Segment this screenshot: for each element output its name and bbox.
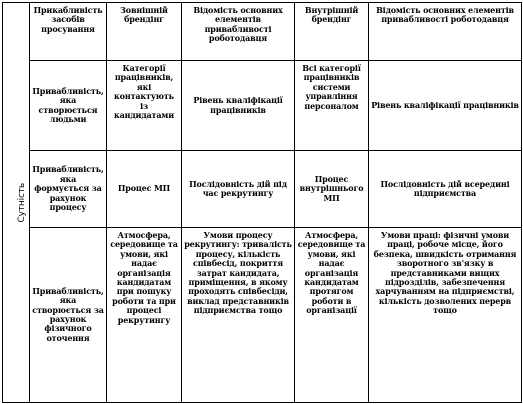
table-cell: Процес МП — [107, 151, 182, 228]
table-cell: Послідовність дій всередині підприємства — [369, 151, 522, 228]
table-cell: Послідовність дій під час рекрутингу — [182, 151, 295, 228]
header-cell: Зовнішній брендінг — [107, 3, 182, 61]
employer-brand-table — [2, 2, 522, 403]
header-cell: Внутрішній брендінг — [295, 3, 369, 61]
table-cell: Категорії працівників, які контактують із кандидатами — [107, 61, 182, 151]
side-label-cell — [3, 3, 30, 403]
header-cell: Прикабливість засобів просування — [30, 3, 107, 61]
header-cell: Відомість основних елементів привабливості роботодавця — [182, 3, 295, 61]
table-cell: Атмосфера, середовище та умови, які надає організація кандидатам протягом роботи в організації — [295, 228, 369, 403]
table-cell: Привабливість, яка створюється за рахунок фізичного оточення — [30, 228, 107, 403]
table-cell: Процес внутрішнього МП — [295, 151, 369, 228]
table-row — [3, 61, 522, 151]
header-cell: Відомість основних елементів привабливості роботодавця — [369, 3, 522, 61]
table-container — [2, 2, 521, 402]
table-cell: Рівень кваліфікації працівників — [369, 61, 522, 151]
side-label: Сутність — [17, 182, 28, 223]
table-row — [3, 151, 522, 228]
table-cell: Рівень кваліфікації працівників — [182, 61, 295, 151]
table-cell: Умови праці: фізичні умови праці, робоче місце, його безпека, швидкість отримання зворотного зв'язку в представниками вищих підрозділів, забезпечення харчуванням на підприємстві, кількість дозволених перерв тощо — [369, 228, 522, 403]
table-cell: Атмосфера, середовище та умови, які надає організація кандидатам при пошуку роботи та при процесі рекрутингу — [107, 228, 182, 403]
table-cell: Привабливість, яка формується за рахунок процесу — [30, 151, 107, 228]
table-cell: Умови процесу рекрутингу: тривалість процесу, кількість співбесід, покриття затрат кандидата, приміщення, в якому проходять співбесіди, виклад представників підприємства тощо — [182, 228, 295, 403]
header-row — [3, 3, 522, 61]
table-cell: Привабливість, яка створюється людьми — [30, 61, 107, 151]
table-row — [3, 228, 522, 403]
table-cell: Всі категорії працівників системи управління персоналом — [295, 61, 369, 151]
